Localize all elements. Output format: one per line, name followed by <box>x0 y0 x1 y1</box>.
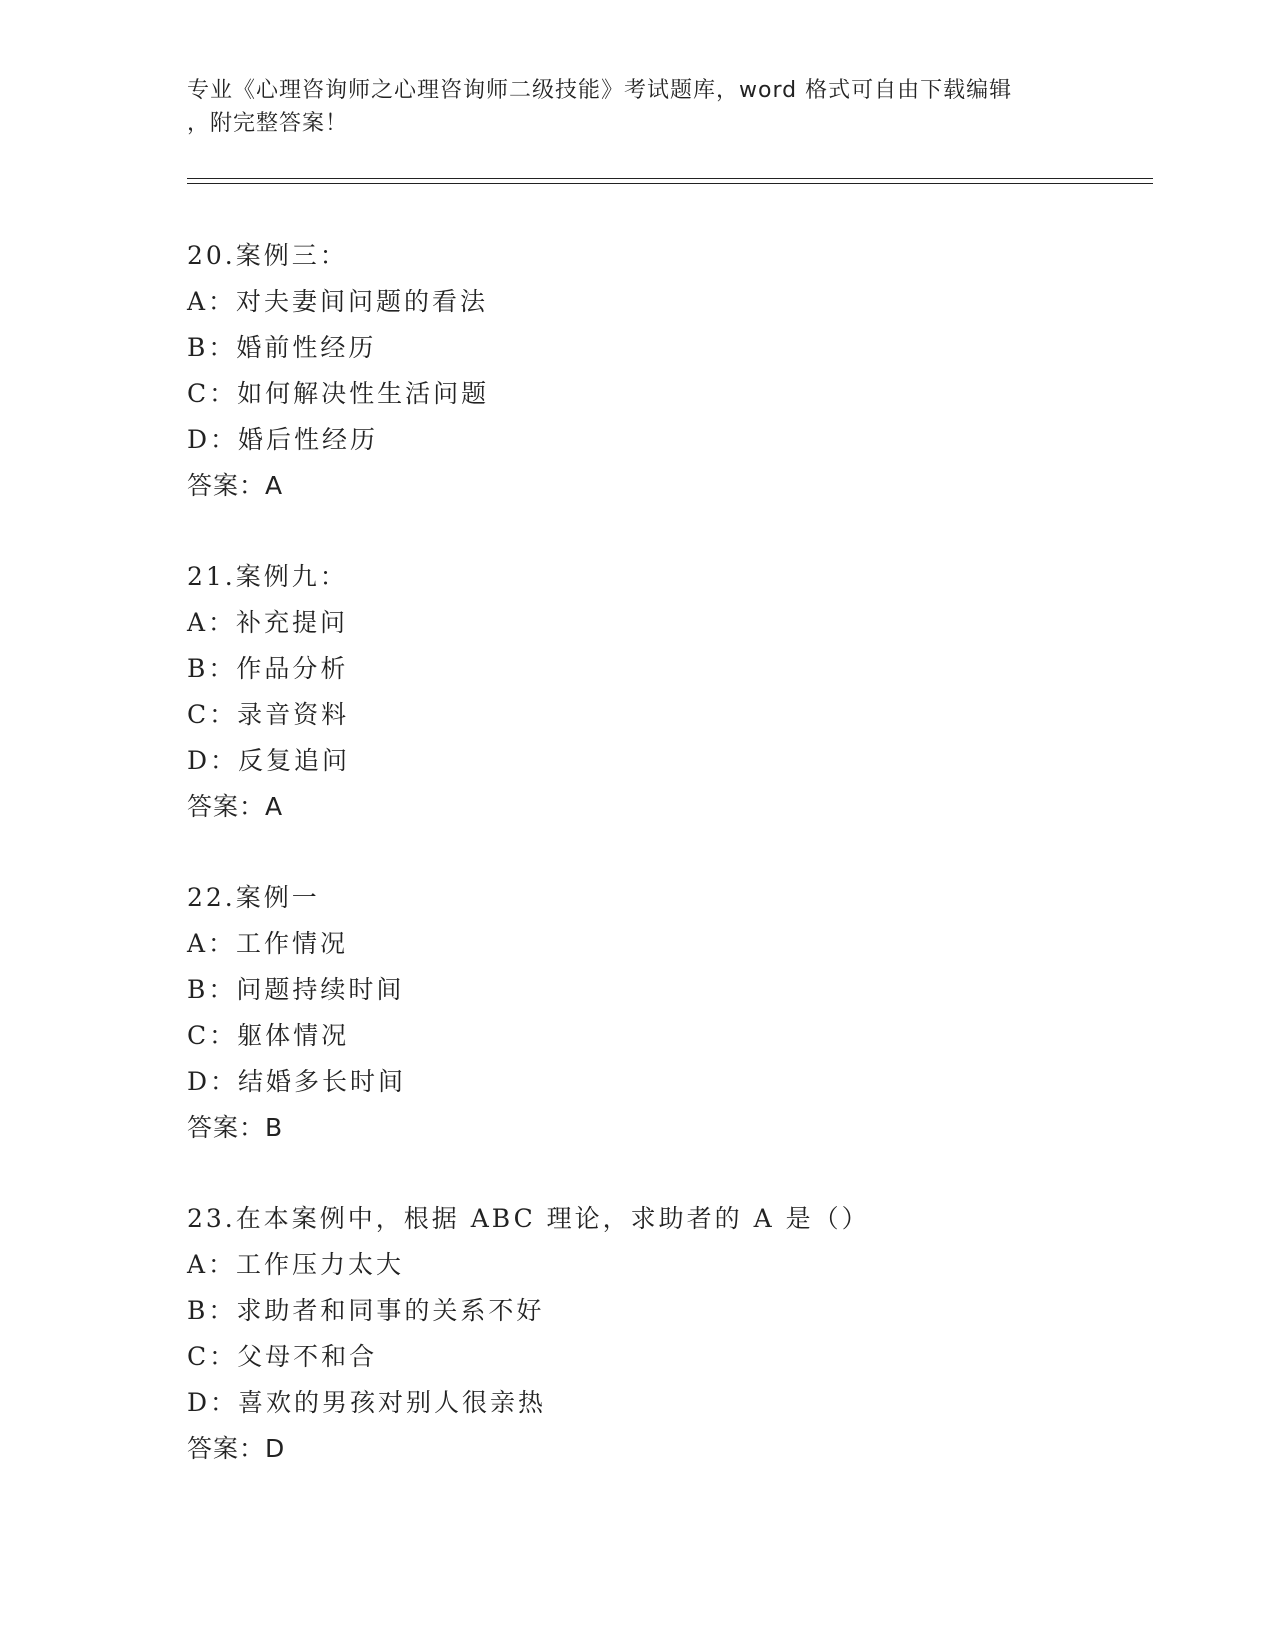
document-header <box>187 74 1067 140</box>
question-22 <box>187 875 1137 1151</box>
option-c: C：录音资料 <box>187 700 350 729</box>
option-a: A：补充提问 <box>187 608 349 637</box>
header-divider-bottom <box>187 183 1153 184</box>
question-21 <box>187 554 1137 830</box>
option-d: D：喜欢的男孩对别人很亲热 <box>187 1388 547 1417</box>
answer: 答案：A <box>187 792 284 821</box>
option-c: C：父母不和合 <box>187 1342 378 1371</box>
answer: 答案：D <box>187 1434 286 1463</box>
question-title: 22.案例一 <box>187 883 320 912</box>
answer: 答案：B <box>187 1113 284 1142</box>
header-divider-top <box>187 178 1153 179</box>
option-d: D：结婚多长时间 <box>187 1067 407 1096</box>
option-d: D：反复追问 <box>187 746 351 775</box>
option-c: C：如何解决性生活问题 <box>187 379 490 408</box>
option-c: C：躯体情况 <box>187 1021 350 1050</box>
question-23 <box>187 1196 1137 1472</box>
option-b: B：作品分析 <box>187 654 349 683</box>
option-a: A：对夫妻间问题的看法 <box>187 287 489 316</box>
question-title: 20.案例三： <box>187 241 348 270</box>
option-b: B：婚前性经历 <box>187 333 377 362</box>
question-title: 21.案例九： <box>187 562 348 591</box>
option-d: D：婚后性经历 <box>187 425 379 454</box>
option-a: A：工作情况 <box>187 929 349 958</box>
answer: 答案：A <box>187 471 284 500</box>
option-b: B：问题持续时间 <box>187 975 405 1004</box>
header-line-1: 专业《心理咨询师之心理咨询师二级技能》考试题库，word 格式可自由下载编辑 <box>187 78 1013 103</box>
header-line-2: ，附完整答案！ <box>187 111 349 136</box>
option-b: B：求助者和同事的关系不好 <box>187 1296 545 1325</box>
question-20 <box>187 233 1137 509</box>
question-title: 23.在本案例中，根据 ABC 理论，求助者的 A 是（） <box>187 1204 870 1233</box>
option-a: A：工作压力太大 <box>187 1250 405 1279</box>
